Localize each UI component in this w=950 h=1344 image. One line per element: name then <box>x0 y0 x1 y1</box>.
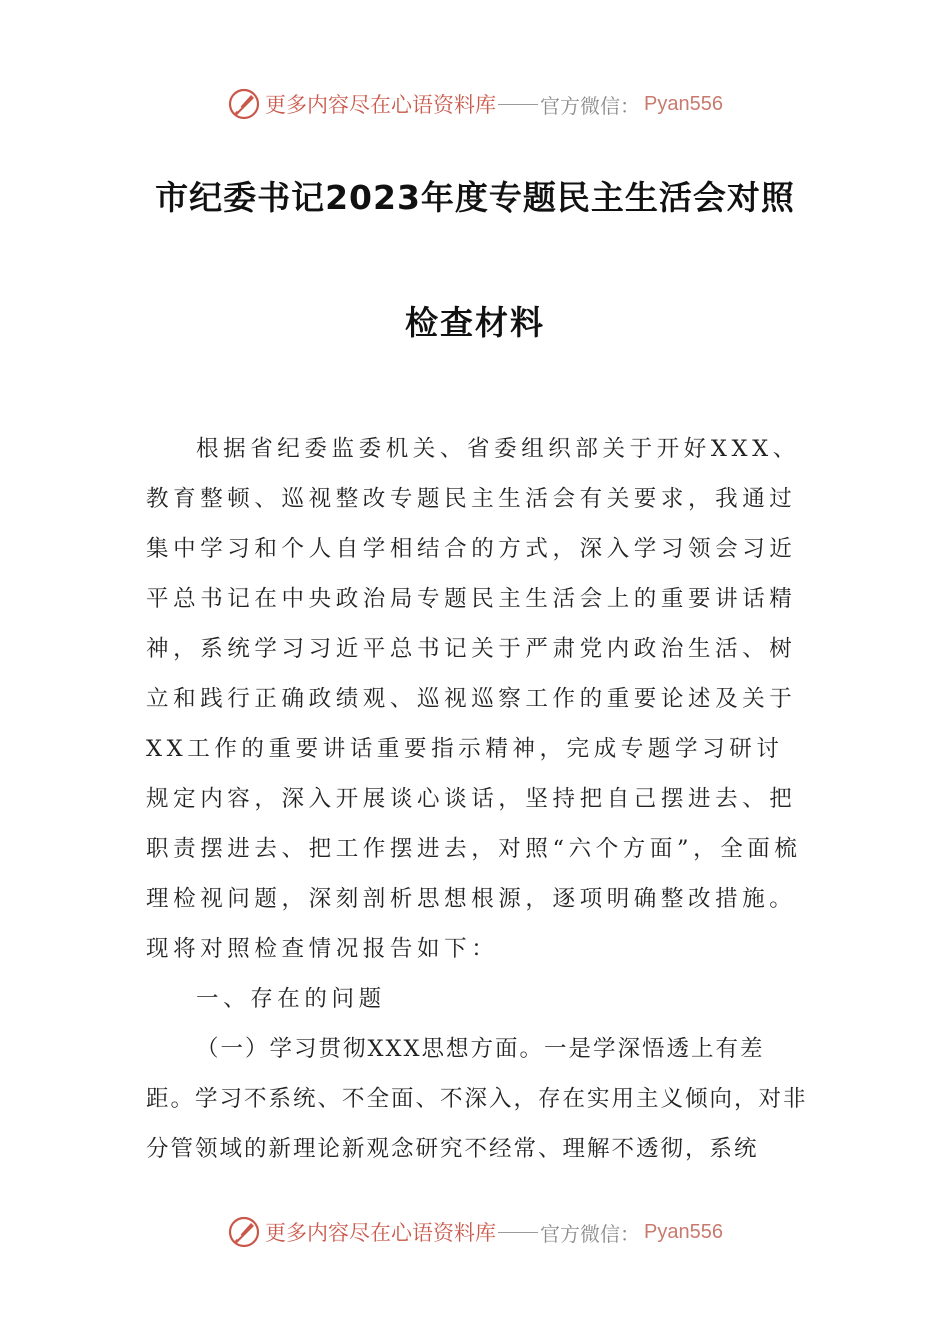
watermark-wechat-id: Pyan556 <box>644 1220 723 1243</box>
watermark-official-label: 官方微信： <box>540 1221 641 1246</box>
watermark-footer <box>0 1212 950 1252</box>
section1-paragraph: （一）学习贯彻XXX思想方面。一是学深悟透上有差距。学习不系统、不全面、不深入，存在实用主义倾向，对非分管领域的新理论新观念研究不经常、理解不透彻，系统 <box>146 1036 808 1162</box>
intro-paragraph: 根据省纪委监委机关、省委组织部关于开好XXX、教育整顿、巡视整改专题民主生活会有关要求，我通过集中学习和个人自学相结合的方式，深入学习领会习近平总书记在中央政治局专题民主生活会上的重要讲话精神，系统学习习近平总书记关于严肃党内政治生活、树立和践行正确政绩观、巡视巡察工作的重要论述及关于XX工作的重要讲话重要指示精神，完成专题学习研讨规定内容，深入开展谈心谈话，坚持把自己摆进去、把职责摆进去、把工作摆进去，对照“六个方面”，全面梳理检视问题，深刻剖析思想根源，逐项明确整改措施。现将对照检查情况报告如下： <box>146 436 802 962</box>
watermark-site-name: 更多内容尽在心语资料库 <box>265 1221 497 1245</box>
watermark-divider <box>498 104 538 105</box>
watermark-site-name: 更多内容尽在心语资料库 <box>265 93 497 117</box>
document-title-line1: 市纪委书记2023年度专题民主生活会对照 <box>155 178 795 217</box>
watermark-wechat-id: Pyan556 <box>644 92 723 115</box>
watermark-header <box>0 84 950 124</box>
quill-pen-logo-icon <box>227 87 261 121</box>
quill-pen-logo-icon <box>227 1215 261 1249</box>
document-body <box>146 424 808 1174</box>
watermark-divider <box>498 1232 538 1233</box>
section-heading: 一、存在的问题 <box>196 986 386 1012</box>
document-title-line2: 检查材料 <box>405 303 545 342</box>
watermark-official-label: 官方微信： <box>540 93 641 118</box>
